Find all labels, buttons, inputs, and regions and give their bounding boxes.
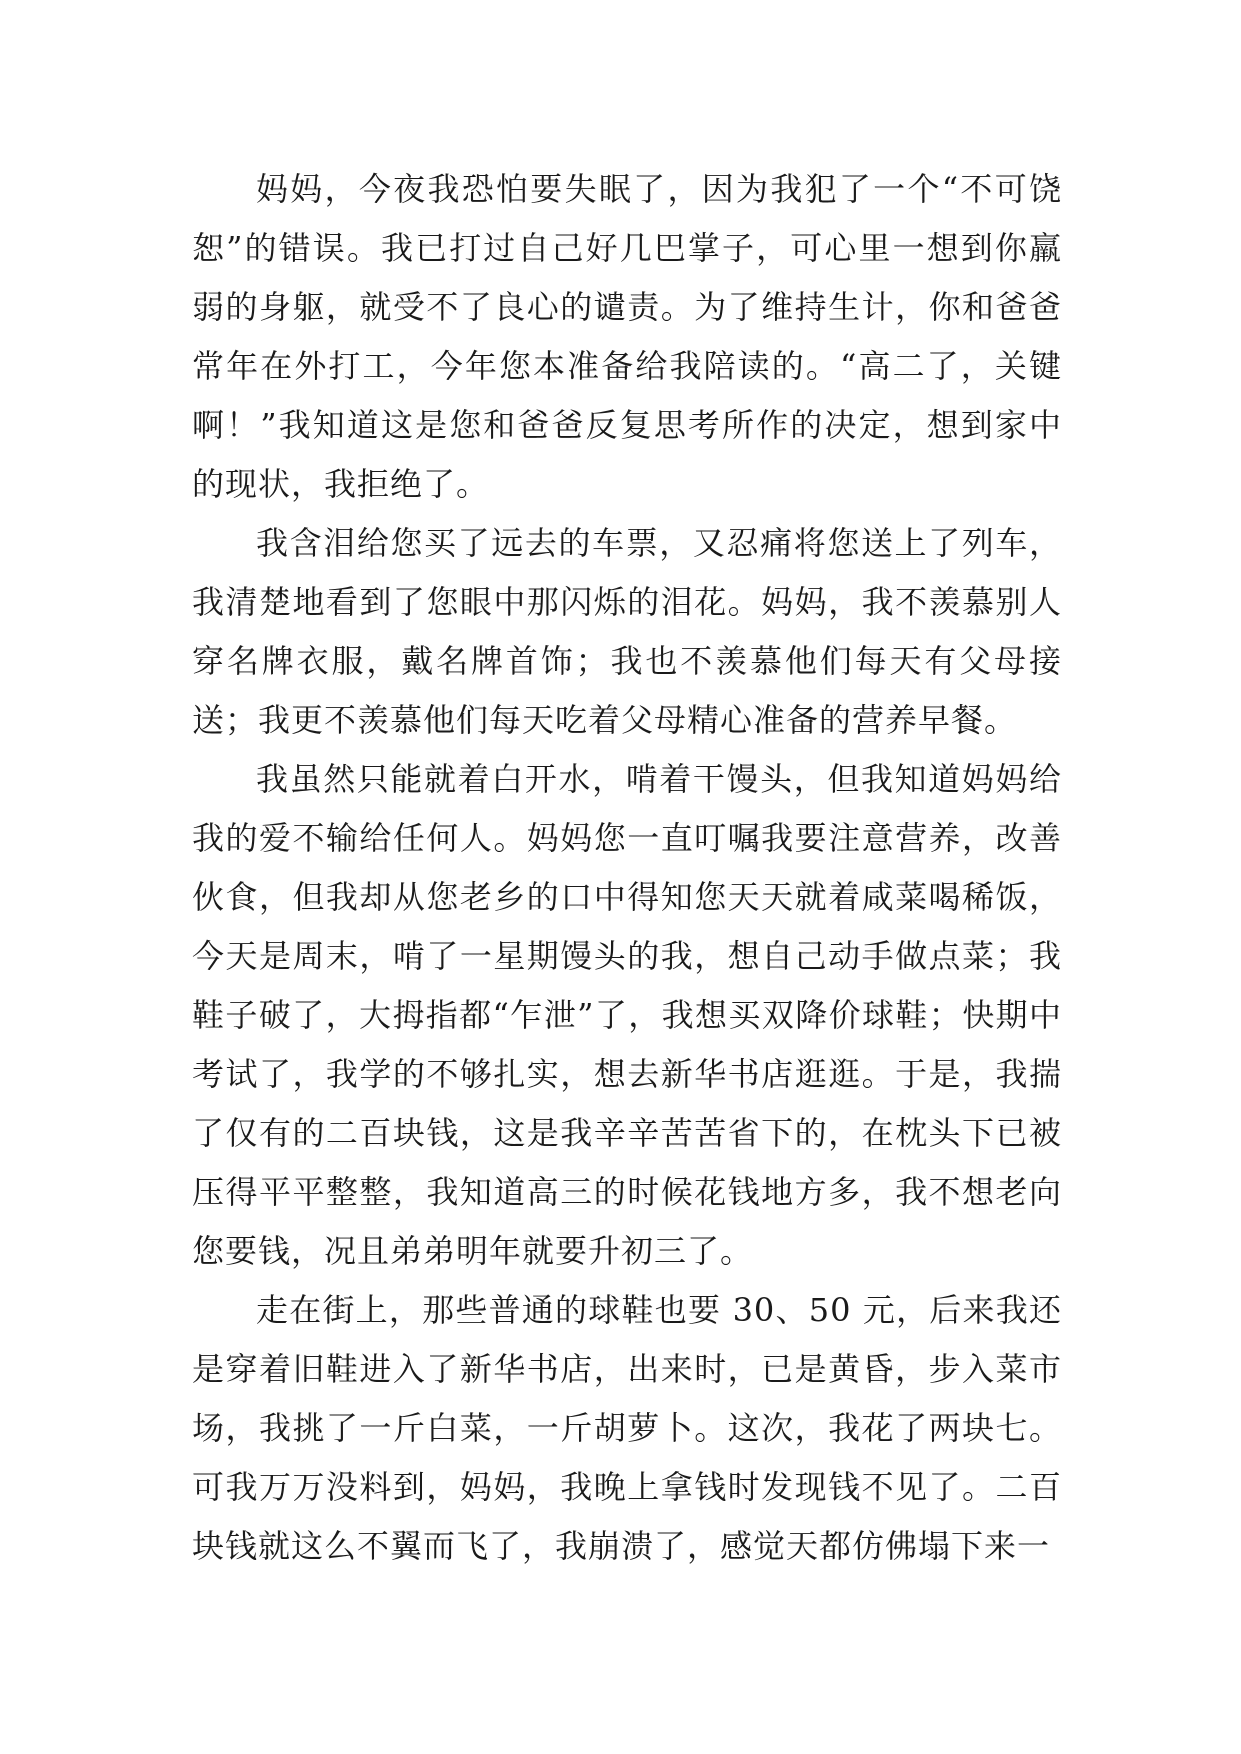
paragraph: 我含泪给您买了远去的车票，又忍痛将您送上了列车，我清楚地看到了您眼中那闪烁的泪花。妈妈，我不羡慕别人穿名牌衣服，戴名牌首饰；我也不羡慕他们每天有父母接送；我更不羡慕他们每天吃着父母精心准备的营养早餐。: [192, 524, 1062, 739]
paragraph: 走在街上，那些普通的球鞋也要 30、50 元，后来我还是穿着旧鞋进入了新华书店，出来时，已是黄昏，步入菜市场，我挑了一斤白菜，一斤胡萝卜。这次，我花了两块七。可我万万没料到，妈妈，我晚上拿钱时发现钱不见了。二百块钱就这么不翼而飞了，我崩溃了，感觉天都仿佛塌下来一: [192, 1291, 1062, 1565]
paragraph: 我虽然只能就着白开水，啃着干馒头，但我知道妈妈给我的爱不输给任何人。妈妈您一直叮嘱我要注意营养，改善伙食，但我却从您老乡的口中得知您天天就着咸菜喝稀饭，今天是周末，啃了一星期馒头的我，想自己动手做点菜；我鞋子破了，大拇指都“乍泄”了，我想买双降价球鞋；快期中考试了，我学的不够扎实，想去新华书店逛逛。于是，我揣了仅有的二百块钱，这是我辛辛苦苦省下的，在枕头下已被压得平平整整，我知道高三的时候花钱地方多，我不想老向您要钱，况且弟弟明年就要升初三了。: [192, 760, 1062, 1270]
document-body: [192, 160, 1062, 1576]
paragraph: 妈妈，今夜我恐怕要失眠了，因为我犯了一个“不可饶恕”的错误。我已打过自己好几巴掌子，可心里一想到你羸弱的身躯，就受不了良心的谴责。为了维持生计，你和爸爸常年在外打工，今年您本准备给我陪读的。“高二了，关键啊！”我知道这是您和爸爸反复思考所作的决定，想到家中的现状，我拒绝了。: [192, 170, 1062, 503]
